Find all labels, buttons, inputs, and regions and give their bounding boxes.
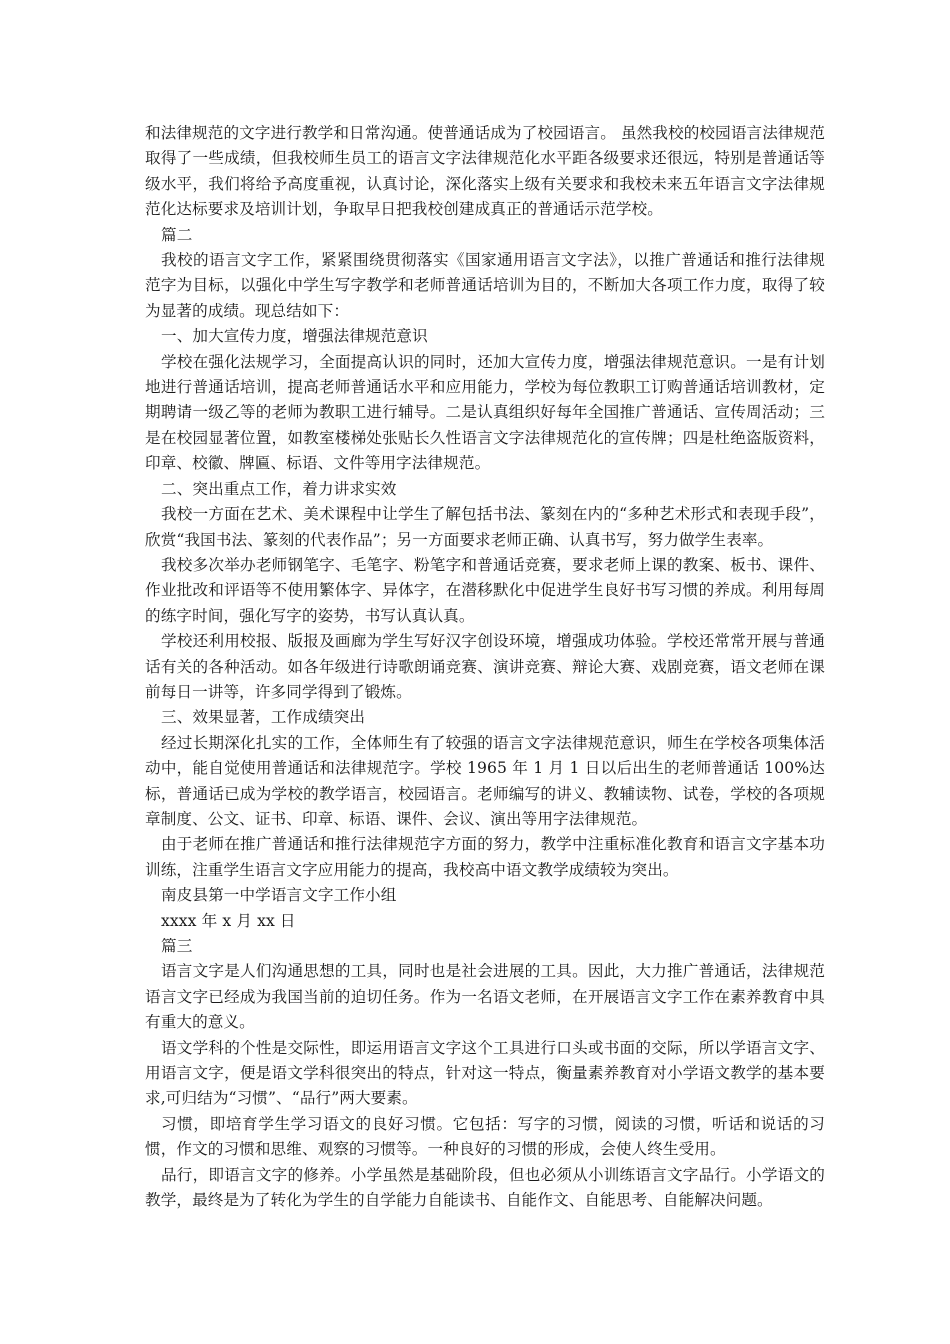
- paragraph: 我校的语言文字工作，紧紧围绕贯彻落实《国家通用语言文字法》，以推广普通话和推行法律规范字为目标，以强化中学生写字教学和老师普通话培训为目的，不断加大各项工作力度，取得了较为显著的成绩。现总结如下：: [145, 251, 825, 320]
- paragraph: 语文学科的个性是交际性，即运用语言文字这个工具进行口头或书面的交际，所以学语言文字、用语言文字，便是语文学科很突出的特点，针对这一特点，衡量素养教育对小学语文教学的基本要求,可归结为“习惯”、“品行”两大要素。: [145, 1038, 825, 1108]
- paragraph: 学校在强化法规学习，全面提高认识的同时，还加大宣传力度，增强法律规范意识。一是有计划地进行普通话培训，提高老师普通话水平和应用能力，学校为每位教职工订购普通话培训教材，定期聘请一级乙等的老师为教职工进行辅导。二是认真组织好每年全国推广普通话、宣传周活动；三是在校园显著位置，如教室楼梯处张贴长久性语言文字法律规范化的宣传牌；四是杜绝盗版资料，印章、校徽、牌匾、标语、文件等用字法律规范。: [145, 352, 825, 473]
- paragraph: 我校多次举办老师钢笔字、毛笔字、粉笔字和普通话竞赛，要求老师上课的教案、板书、课件、作业批改和评语等不使用繁体字、异体字，在潜移默化中促进学生良好书写习惯的养成。利用每周的练字时间，强化写字的姿势，书写认真认真。: [145, 555, 825, 625]
- paragraph: 品行，即语言文字的修养。小学虽然是基础阶段，但也必须从小训练语言文字品行。小学语文的教学，最终是为了转化为学生的自学能力自能读书、自能作文、自能思考、自能解决问题。: [145, 1165, 825, 1210]
- paragraph: 学校还利用校报、版报及画廊为学生写好汉字创设环境，增强成功体验。学校还常常开展与普通话有关的各种活动。如各年级进行诗歌朗诵竞赛、演讲竞赛、辩论大赛、戏剧竞赛，语文老师在课前每日一讲等，许多同学得到了锻炼。: [145, 632, 825, 701]
- paragraph: 由于老师在推广普通话和推行法律规范字方面的努力，教学中注重标准化教育和语言文字基本功训练，注重学生语言文字应用能力的提高，我校高中语文教学成绩较为突出。: [145, 835, 825, 879]
- section-heading: 篇三: [161, 937, 193, 955]
- signature-org: 南皮县第一中学语言文字工作小组: [161, 886, 397, 905]
- document-body: [145, 121, 825, 1213]
- paragraph: 和法律规范的文字进行教学和日常沟通。使普通话成为了校园语言。 虽然我校的校园语言法律规范取得了一些成绩，但我校师生员工的语言文字法律规范化水平距各级要求还很远，特别是普通话等级水平，我们将给予高度重视，认真讨论，深化落实上级有关要求和我校未来五年语言文字法律规范化达标要求及培训计划，争取早日把我校创建成真正的普通话示范学校。: [145, 124, 825, 219]
- paragraph: 语言文字是人们沟通思想的工具，同时也是社会进展的工具。因此，大力推广普通话，法律规范语言文字已经成为我国当前的迫切任务。作为一名语文老师，在开展语言文字工作在素养教育中具有重大的意义。: [145, 962, 825, 1032]
- paragraph: 习惯，即培育学生学习语文的良好习惯。它包括：写字的习惯，阅读的习惯，听话和说话的习惯，作文的习惯和思维、观察的习惯等。一种良好的习惯的形成，会使人终生受用。: [145, 1114, 825, 1159]
- paragraph: 我校一方面在艺术、美术课程中让学生了解包括书法、篆刻在内的“多种艺术形式和表现手段”，欣赏“我国书法、篆刻的代表作品”；另一方面要求老师正确、认真书写，努力做学生表率。: [145, 505, 825, 549]
- section-heading: 三、效果显著，工作成绩突出: [161, 708, 366, 727]
- section-heading: 篇二: [161, 225, 193, 244]
- section-heading: 一、加大宣传力度，增强法律规范意识: [161, 327, 428, 346]
- signature-date: xxxx 年 x 月 xx 日: [161, 911, 296, 930]
- section-heading: 二、突出重点工作，着力讲求实效: [161, 479, 397, 498]
- paragraph: 经过长期深化扎实的工作，全体师生有了较强的语言文字法律规范意识，师生在学校各项集体活动中，能自觉使用普通话和法律规范字。学校 1965 年 1 月 1 日以后出生的老师普通话 100%达标，普通话已成为学校的教学语言，校园语言。老师编写的讲义、教辅读物、试卷，学校的各项规章制度、公文、证书、印章、标语、课件、会议、演出等用字法律规范。: [145, 733, 825, 828]
